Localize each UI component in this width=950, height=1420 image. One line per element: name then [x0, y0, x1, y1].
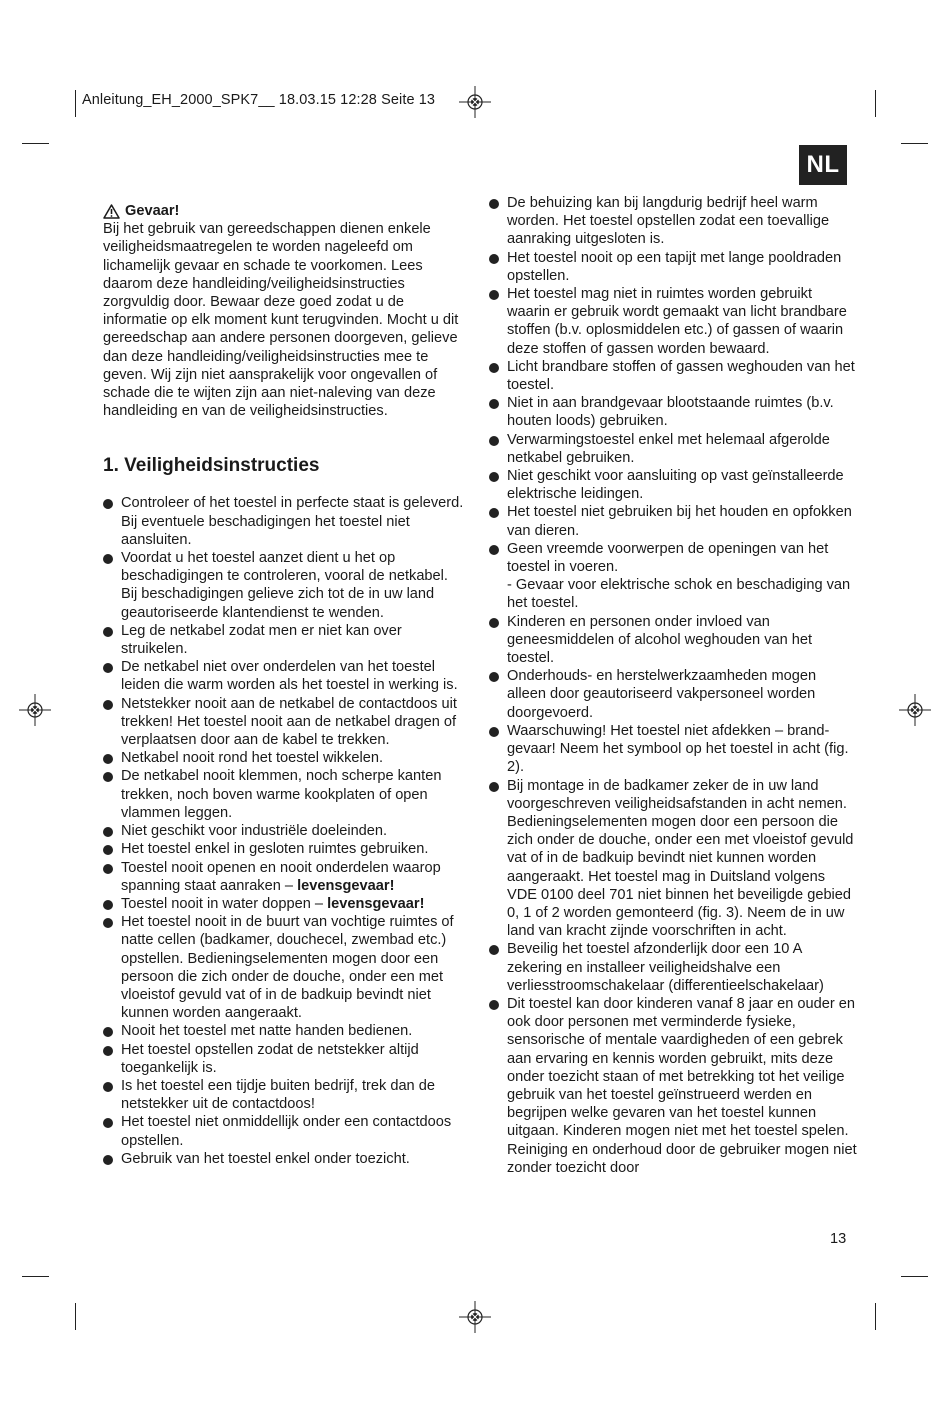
danger-emphasis: levensgevaar! [327, 895, 425, 912]
list-item: Niet in aan brandgevaar blootstaande ruimtes (b.v. houten loods) gebruiken. [489, 394, 857, 430]
list-item: Bij montage in de badkamer zeker de in uw land voorgeschreven veiligheidsafstanden in acht nemen. Bedieningselementen mogen door een persoon die zich onder de douche, onder een met vloeistof gevuld vat of in de badkuip bevindt niet kunnen worden aangeraakt. Het toestel mag in Duitsland volgens VDE 0100 deel 701 niet binnen het beveiligde gebied 0, 1 of 2 worden gemonteerd (fig. 3). Neem de in uw land van kracht zijnde voorschriften in acht. [489, 777, 857, 941]
crop-mark-bottom-left-horizontal [22, 1276, 49, 1277]
list-item: Nooit het toestel met natte handen bedienen. [103, 1022, 465, 1040]
list-item: Toestel nooit openen en nooit onderdelen waarop spanning staat aanraken – levensgevaar! [103, 859, 465, 895]
list-item: Verwarmingstoestel enkel met helemaal afgerolde netkabel gebruiken. [489, 431, 857, 467]
print-header: Anleitung_EH_2000_SPK7__ 18.03.15 12:28 Seite 13 [82, 92, 436, 108]
safety-list-left [103, 494, 465, 1168]
warning-triangle-icon [103, 204, 120, 219]
list-item: Is het toestel een tijdje buiten bedrijf, trek dan de netstekker uit de contactdoos! [103, 1077, 465, 1113]
list-item: Niet geschikt voor aansluiting op vast geïnstalleerde elektrische leidingen. [489, 467, 857, 503]
left-column [103, 202, 465, 1168]
list-item: Netkabel nooit rond het toestel wikkelen. [103, 749, 465, 767]
list-item: Onderhouds- en herstelwerkzaamheden mogen alleen door geautoriseerd vakpersoneel worden doorgevoerd. [489, 667, 857, 722]
crop-mark-top-right-horizontal [901, 143, 928, 144]
warning-title: Gevaar! [125, 203, 180, 219]
list-item: De netkabel nooit klemmen, noch scherpe kanten trekken, noch boven warme kookplaten of open vlammen leggen. [103, 767, 465, 822]
list-item: Controleer of het toestel in perfecte staat is geleverd. Bij eventuele beschadigingen het toestel niet aansluiten. [103, 494, 465, 549]
list-item: Licht brandbare stoffen of gassen weghouden van het toestel. [489, 358, 857, 394]
list-item: Het toestel mag niet in ruimtes worden gebruikt waarin er gebruik wordt gemaakt van licht brandbare stoffen (b.v. oplosmiddelen etc.) of gassen of waarin deze stoffen of gassen worden bewaard. [489, 285, 857, 358]
right-column [489, 194, 857, 1177]
safety-list-right [489, 194, 857, 1177]
list-item: De netkabel niet over onderdelen van het toestel leiden die warm worden als het toestel in werking is. [103, 658, 465, 694]
crop-mark-bottom-right-vertical [875, 1303, 876, 1330]
list-item: Het toestel opstellen zodat de netstekker altijd toegankelijk is. [103, 1041, 465, 1077]
list-item-subline: - Gevaar voor elektrische schok en beschadiging van het toestel. [507, 577, 851, 612]
list-item: Het toestel niet onmiddellijk onder een contactdoos opstellen. [103, 1113, 465, 1149]
registration-mark-icon [459, 1301, 491, 1333]
list-item: Het toestel nooit op een tapijt met lange pooldraden opstellen. [489, 249, 857, 285]
section-title: 1. Veiligheidsinstructies [103, 455, 320, 477]
list-item: Waarschuwing! Het toestel niet afdekken – brand-gevaar! Neem het symbool op het toestel in acht (fig. 2). [489, 722, 857, 777]
list-item: Beveilig het toestel afzonderlijk door een 10 A zekering en installeer veiligheidshalve een verliesstroomschakelaar (differentieelschakelaar) [489, 940, 857, 995]
list-item: Gebruik van het toestel enkel onder toezicht. [103, 1150, 465, 1168]
crop-mark-top-right-vertical [875, 90, 876, 117]
list-item: Leg de netkabel zodat men er niet kan over struikelen. [103, 622, 465, 658]
danger-emphasis: levensgevaar! [297, 877, 395, 894]
list-item: De behuizing kan bij langdurig bedrijf heel warm worden. Het toestel opstellen zodat een toevallige aanraking uitgesloten is. [489, 194, 857, 249]
list-item: Het toestel niet gebruiken bij het houden en opfokken van dieren. [489, 503, 857, 539]
page-number: 13 [830, 1231, 847, 1247]
crop-mark-bottom-left-vertical [75, 1303, 76, 1330]
registration-mark-icon [459, 86, 491, 118]
crop-mark-bottom-right-horizontal [901, 1276, 928, 1277]
language-badge: NL [799, 145, 847, 185]
list-item: Toestel nooit in water doppen – levensgevaar! [103, 895, 465, 913]
list-item: Niet geschikt voor industriële doeleinden. [103, 822, 465, 840]
list-item: Het toestel nooit in de buurt van vochtige ruimtes of natte cellen (badkamer, douchecel, zwembad etc.) opstellen. Bedieningselementen mogen door een persoon die zich onder de douche, onder een met vloeistof gevuld vat of in de badkuip bevindt niet kunnen worden aangeraakt. [103, 913, 465, 1022]
list-item: Voordat u het toestel aanzet dient u het op beschadigingen te controleren, vooral de netkabel. Bij beschadigingen gelieve zich tot de in uw land geautoriseerde klantendienst te wenden. [103, 549, 465, 622]
list-item: Geen vreemde voorwerpen de openingen van het toestel in voeren. - Gevaar voor elektrische schok en beschadiging van het toestel. [489, 540, 857, 613]
list-item: Het toestel enkel in gesloten ruimtes gebruiken. [103, 840, 465, 858]
warning-body: Bij het gebruik van gereedschappen dienen enkele veiligheidsmaatregelen te worden nageleefd om lichamelijk gevaar en schade te voorkomen. Lees daarom deze handleiding/veiligheidsinstructies zorgvuldig door. Bewaar deze goed zodat u de informatie op elk moment kunt terugvinden. Mocht u dit gereedschap aan andere personen doorgeven, gelieve dan deze handleiding/veiligheidsinstructies mee te geven. Wij zijn niet aansprakelijk voor ongevallen of schade die te wijten zijn aan niet-naleving van deze handleiding en van de veiligheidsinstructies. [103, 221, 459, 420]
registration-mark-icon [899, 694, 931, 726]
warning-heading [103, 202, 465, 220]
list-item: Dit toestel kan door kinderen vanaf 8 jaar en ouder en ook door personen met verminderde fysieke, sensorische of mentale vaardigheden of een gebrek aan ervaring en kennis worden gebruikt, mits deze onder toezicht staan of met betrekking tot het veilige gebruik van het toestel geïnstrueerd werden en begrijpen welke gevaren van het toestel kunnen uitgaan. Kinderen mogen niet met het toestel spelen. Reiniging en onderhoud door de gebruiker mogen niet zonder toezicht door [489, 995, 857, 1177]
list-item: Netstekker nooit aan de netkabel de contactdoos uit trekken! Het toestel nooit aan de netkabel dragen of verplaatsen door aan de kabel te trekken. [103, 695, 465, 750]
registration-mark-icon [19, 694, 51, 726]
list-item: Kinderen en personen onder invloed van geneesmiddelen of alcohol weghouden van het toestel. [489, 613, 857, 668]
crop-mark-top-left-horizontal [22, 143, 49, 144]
crop-mark-top-left-vertical [75, 90, 76, 117]
